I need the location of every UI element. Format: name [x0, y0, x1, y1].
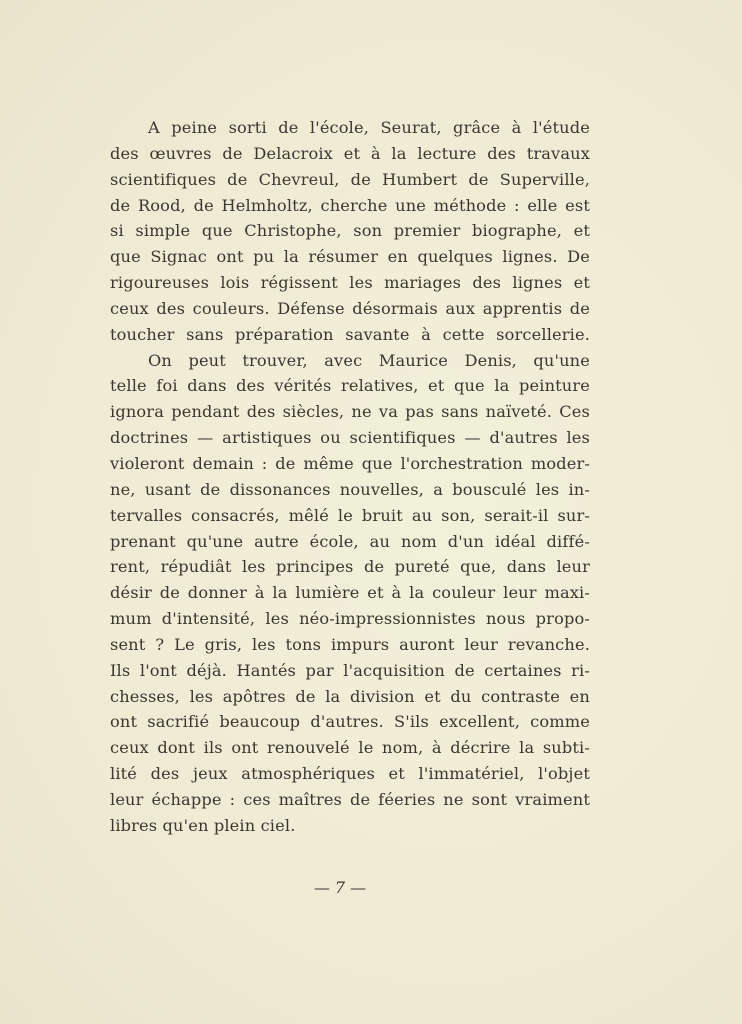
- text-line: désir de donner à la lumière et à la couleur leur maxi-: [110, 583, 590, 603]
- text-line: ceux des couleurs. Défense désormais aux apprentis de: [110, 298, 590, 318]
- text-line: lité des jeux atmosphériques et l'immatériel, l'objet: [110, 764, 590, 784]
- text-line: si simple que Christophe, son premier biographe, et: [110, 221, 590, 241]
- text-line: scientifiques de Chevreul, de Humbert de Superville,: [110, 169, 590, 189]
- text-line: sent ? Le gris, les tons impurs auront leur revanche.: [110, 634, 590, 654]
- text-line: Ils l'ont déjà. Hantés par l'acquisition de certaines ri-: [110, 660, 590, 680]
- text-line: ont sacrifié beaucoup d'autres. S'ils excellent, comme: [110, 712, 590, 732]
- text-line: libres qu'en plein ciel.: [110, 815, 296, 835]
- text-line: A peine sorti de l'école, Seurat, grâce à l'étude: [148, 118, 590, 137]
- text-line: chesses, les apôtres de la division et du contraste en: [110, 686, 590, 706]
- text-line: de Rood, de Helmholtz, cherche une méthode : elle est: [110, 195, 590, 215]
- text-line: tervalles consacrés, mêlé le bruit au son, serait-il sur-: [110, 505, 590, 525]
- text-line: violeront demain : de même que l'orchestration moder-: [110, 453, 590, 473]
- text-line: que Signac ont pu la résumer en quelques lignes. De: [110, 247, 590, 267]
- text-line: mum d'intensité, les néo-impressionnistes nous propo-: [110, 609, 590, 629]
- text-line: ignora pendant des siècles, ne va pas sans naïveté. Ces: [110, 402, 590, 422]
- text-line: rent, répudiât les principes de pureté que, dans leur: [110, 557, 590, 577]
- text-line: ne, usant de dissonances nouvelles, a bousculé les in-: [110, 479, 590, 499]
- page-number: — 7 —: [313, 878, 367, 897]
- text-line: telle foi dans des vérités relatives, et que la peinture: [110, 376, 590, 396]
- text-line: prenant qu'une autre école, au nom d'un idéal diffé-: [110, 531, 590, 551]
- text-line: toucher sans préparation savante à cette sorcellerie.: [110, 324, 590, 344]
- body-text: [110, 115, 590, 839]
- text-line: doctrines — artistiques ou scientifiques — d'autres les: [110, 428, 590, 448]
- text-line: leur échappe : ces maîtres de féeries ne sont vraiment: [110, 789, 590, 809]
- text-line: des œuvres de Delacroix et à la lecture des travaux: [110, 143, 590, 163]
- text-line: On peut trouver, avec Maurice Denis, qu'une: [148, 350, 590, 370]
- text-line: ceux dont ils ont renouvelé le nom, à décrire la subti-: [110, 738, 590, 758]
- text-line: rigoureuses lois régissent les mariages des lignes et: [110, 273, 590, 293]
